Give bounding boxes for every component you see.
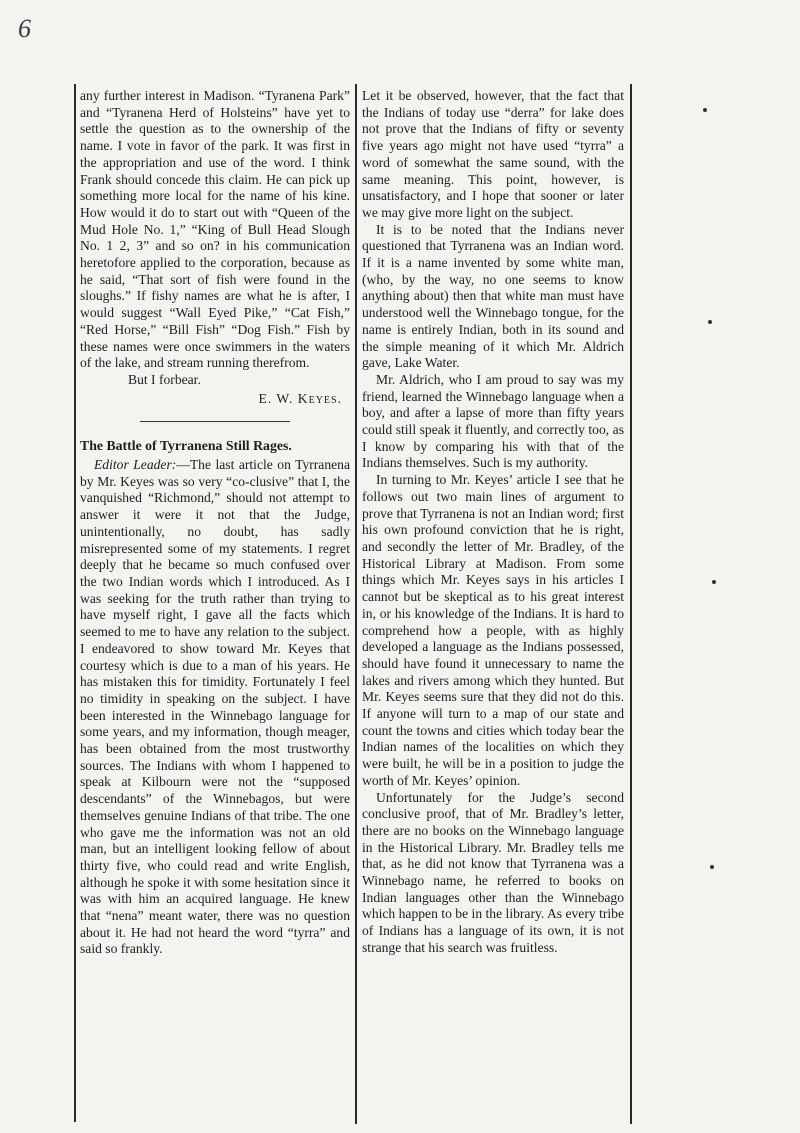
section-divider: [140, 421, 290, 422]
column-rule-middle: [355, 84, 357, 1124]
article-paragraph: In turning to Mr. Keyes’ article I see that he follows out two main lines of argument to prove that Tyrranena is not an Indian word; first his own profound conviction that he is right, and secondly the letter of Mr. Bradley, of the Historical Library at Madison. From some things which Mr. Keyes says in his articles I cannot but be skeptical as to his great interest in, or his knowledge of the Indians. It is hard to comprehend how a people, with as highly developed a language as the Indians possessed, should have found it unnecessary to name the lakes and rivers among which they hunted. But Mr. Keyes seems sure that they did not do this. If anyone will turn to a map of our state and count the towns and cities which today bear the Indian names of the localities on which they were built, he will be in a position to judge the worth of Mr. Keyes’ opinion.: [362, 472, 624, 788]
article-paragraph: It is to be noted that the Indians never questioned that Tyrranena was an Indian word. If it is a name invented by some white man, (who, by the way, no one seems to know anything about) then that white man must have understood well the Winnebago tongue, for the name is entirely Indian, both in its sound and the simple meaning of it which Mr. Aldrich gave, Lake Water.: [362, 221, 624, 371]
margin-mark: [710, 865, 714, 869]
article-paragraph: [80, 457, 350, 958]
margin-mark: [708, 320, 712, 324]
left-column: [80, 88, 350, 958]
column-rule-right: [630, 84, 632, 1124]
article-paragraph: Unfortunately for the Judge’s second conclusive proof, that of Mr. Bradley’s letter, there are no books on the Winnebago language in the Historical Library. Mr. Bradley tells me that, as he did not know that Tyrranena was a Winnebago name, he referred to books on Indian languages other than the Winnebago which happen to be in the library. As every tribe of Indians has a language of its own, it is not strange that his search was fruitless.: [362, 789, 624, 955]
right-column: [362, 88, 624, 957]
margin-mark: [703, 108, 707, 112]
margin-mark: [712, 580, 716, 584]
page-number: 6: [18, 14, 31, 43]
column-rule-left: [74, 84, 76, 1122]
salutation: Editor Leader:: [94, 457, 177, 473]
article-paragraph: Mr. Aldrich, who I am proud to say was my friend, learned the Winnebago language when a boy, and after a lapse of more than fifty years could still speak it fluently, and correctly too, as I know by comparing his with that of the Indians themselves. Such is my authority.: [362, 371, 624, 471]
article-paragraph-text: —The last article on Tyrranena by Mr. Keyes was so very “co-clusive” that I, the vanquished “Richmond,” should not attempt to answer it were it not that the Judge, unintentionally, no doubt, has sadly misrepresented some of my statements. I regret deeply that he became so much confused over the two Indian words which I introduced. As I was seeking for the truth rather than trying to have myself right, I gave all the facts which seemed to me to have any relation to the subject. I endeavored to show toward Mr. Keyes that courtesy which is due to a man of his years. He has mistaken this for timidity. Fortunately I feel no timidity in speaking on the subject. I have been interested in the Winnebago language for some years, and my information, though meager, has been obtained from the most trustworthy sources. The Indians with whom I happened to speak at Kilbourn were not the “supposed descendants” of the Winnebagos, but were themselves genuine Indians of that tribe. The one who gave me the information was not an old man, but an intelligent looking fellow of about thirty five, who could read and write English, although he spoke it with some hesitation since it was with him an acquired language. He knew that “nena” meant water, there was no question about it. He had not heard the word “tyrra” and said so frankly.: [80, 457, 350, 957]
article-paragraph: Let it be observed, however, that the fact that the Indians of today use “derra” for lake does not prove that the Indians of fifty or seventy five years ago might not have used “tyrra” a word of somewhat the same sound, with the same meaning. This point, however, is unsatisfactory, and I hope that sooner or later we may give more light on the subject.: [362, 88, 624, 220]
article-paragraph: any further interest in Madison. “Tyranena Park” and “Tyranena Herd of Holsteins” have yet to settle the question as to the ownership of the name. I vote in favor of the park. It was first in the appropriation and use of the word. I think Frank should concede this claim. He can pick up something more local for the name of his kine. How would it do to start out with “Queen of the Mud Hole No. 1,” “King of Bull Head Slough No. 1 2, 3” and so on? in his communication heretofore applied to the corporation, because as he said, “That sort of fish were found in the sloughs.” If fishy names are what he is after, I would suggest “Wall Eyed Pike,” “Cat Fish,” “Red Horse,” “Bill Fish” “Dog Fish.” Fish by these names were once swimmers in the waters of the lake, and stream running therefrom.: [80, 88, 350, 371]
article-headline: The Battle of Tyrranena Still Rages.: [80, 438, 292, 454]
article-paragraph: But I forbear.: [128, 371, 201, 387]
signature: E. W. Keyes.: [258, 390, 342, 406]
